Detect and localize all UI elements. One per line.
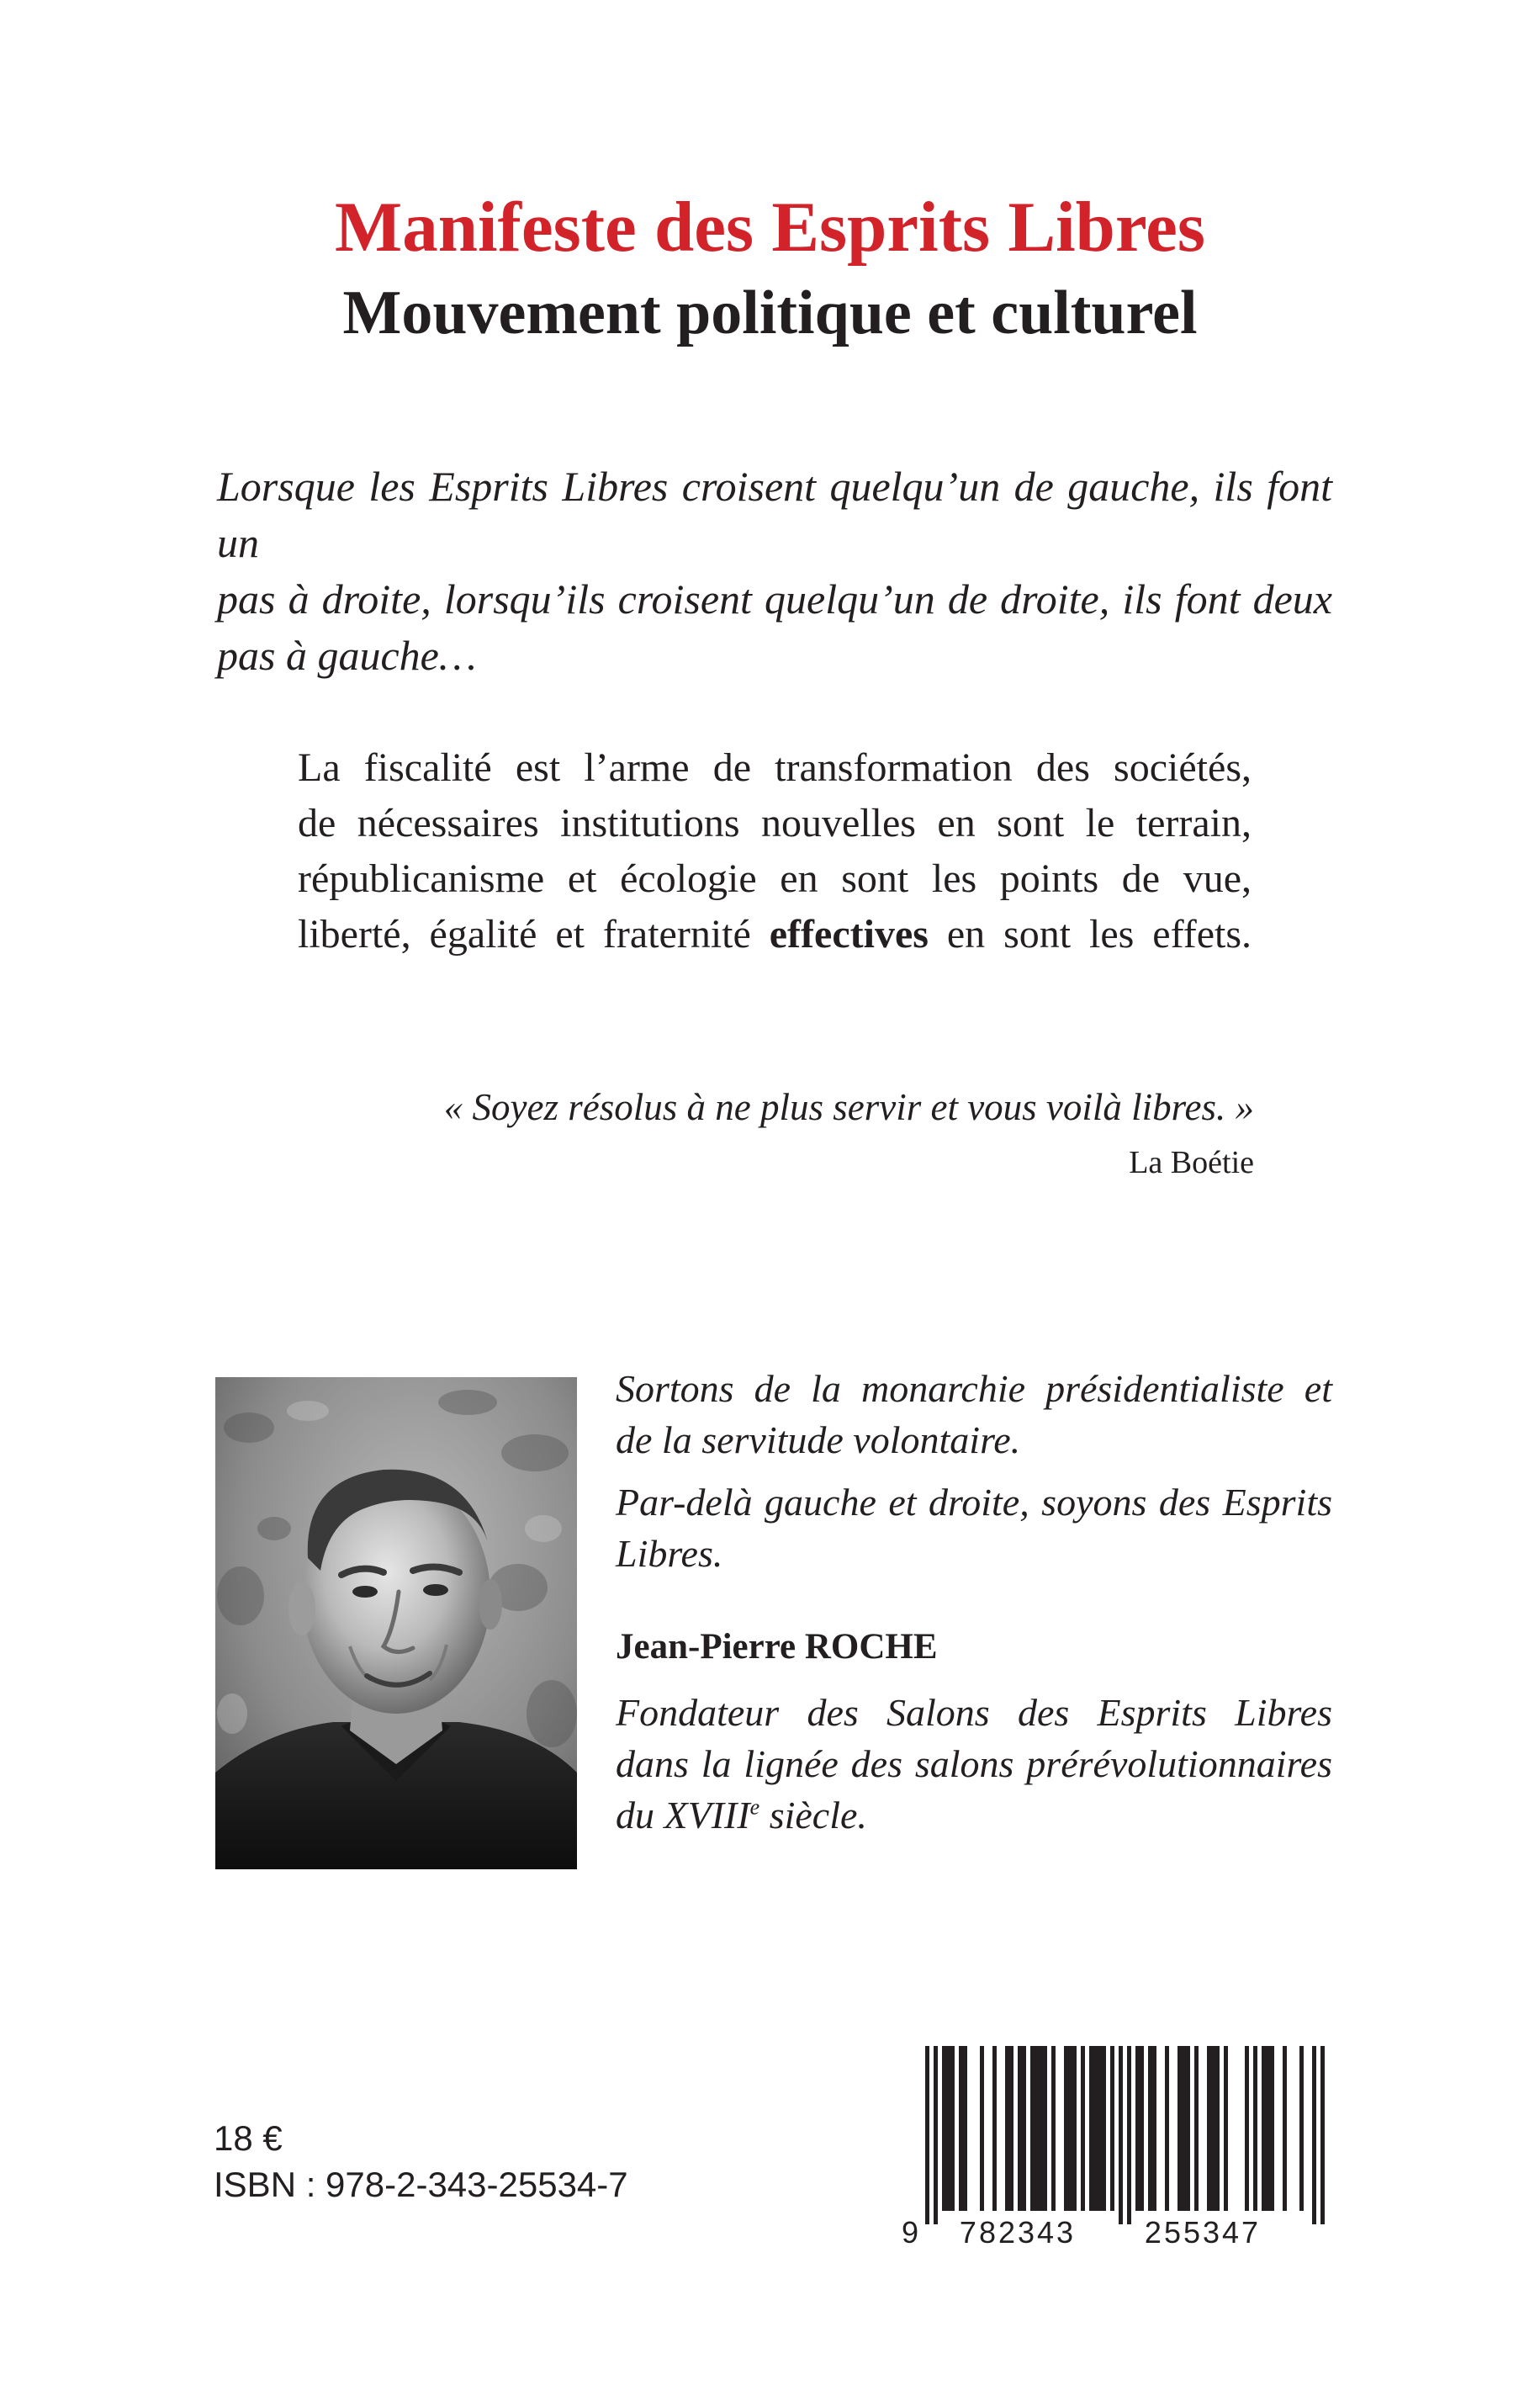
barcode-bar — [1035, 2046, 1039, 2211]
barcode-digits-left: 782343 — [959, 2215, 1077, 2250]
book-title: Manifeste des Esprits Libres — [335, 188, 1205, 267]
manifesto-text: liberté, égalité et fraternité — [298, 912, 751, 957]
barcode-bar — [1102, 2046, 1106, 2211]
barcode-bar — [1270, 2046, 1274, 2211]
barcode-guard-bar — [1127, 2046, 1131, 2224]
barcode-bar — [1262, 2046, 1266, 2211]
author-portrait-image — [215, 1377, 577, 1869]
barcode-bar — [1194, 2046, 1199, 2211]
barcode-bar — [1283, 2046, 1287, 2211]
barcode-bar — [1207, 2046, 1211, 2211]
barcode-bar — [1165, 2046, 1169, 2211]
barcode-guard-bar — [1320, 2046, 1325, 2224]
barcode-bar — [1093, 2046, 1098, 2211]
barcode-guard-bar — [1119, 2046, 1123, 2224]
century-superscript: e — [749, 1794, 760, 1820]
manifesto-text: en sont les effets. — [946, 912, 1252, 957]
call-paragraph-2 — [616, 1476, 1332, 1579]
manifesto-paragraph — [298, 740, 1252, 962]
author-desc-line: Fondateur des Salons des Esprits Libres — [616, 1691, 1332, 1734]
barcode-image — [892, 2043, 1342, 2253]
barcode-bar — [1081, 2046, 1085, 2211]
barcode-bar — [959, 2046, 963, 2211]
barcode-bar — [1110, 2046, 1114, 2211]
call-line: Libres. — [616, 1532, 723, 1575]
epigraph-line: pas à gauche… — [217, 632, 477, 679]
manifesto-line: de nécessaires institutions nouvelles en sont le terrain, — [298, 801, 1252, 845]
barcode-bar — [946, 2046, 950, 2211]
quote-text: « Soyez résolus à ne plus servir et vous voilà libres. » — [443, 1086, 1254, 1128]
call-to-action — [616, 1363, 1332, 1590]
barcode-bar — [1018, 2046, 1022, 2211]
manifesto-line-4 — [298, 907, 1252, 962]
barcode-bar — [1009, 2046, 1013, 2211]
barcode-bar — [980, 2046, 984, 2211]
call-line: de la servitude volontaire. — [616, 1418, 1021, 1461]
quote-author: La Boétie — [1129, 1145, 1254, 1180]
barcode-digit-first: 9 — [902, 2215, 919, 2250]
barcode-bar — [1022, 2046, 1026, 2211]
book-subtitle: Mouvement politique et culturel — [342, 278, 1198, 347]
barcode-bar — [1215, 2046, 1220, 2211]
barcode-bar — [1224, 2046, 1228, 2211]
barcode-bar — [1186, 2046, 1190, 2211]
barcode-bar — [1098, 2046, 1102, 2211]
author-desc-line-3 — [616, 1789, 1332, 1841]
author-desc-text: siècle. — [759, 1794, 867, 1836]
author-desc-line: dans la lignée des salons prérévolutionnaires — [616, 1742, 1332, 1785]
barcode-bar — [1068, 2046, 1072, 2211]
barcode-bar — [1043, 2046, 1047, 2211]
barcode-bar — [1152, 2046, 1156, 2211]
barcode-guard-bar — [1312, 2046, 1316, 2224]
barcode-bar — [1051, 2046, 1056, 2211]
barcode-digits-right: 255347 — [1144, 2215, 1262, 2250]
epigraph-line: Lorsque les Esprits Libres croisent quelqu’un de gauche, ils font un — [217, 463, 1332, 566]
barcode-bar — [1253, 2046, 1257, 2211]
barcode-guard-bar — [925, 2046, 929, 2224]
barcode-bar — [950, 2046, 955, 2211]
barcode-bar — [1005, 2046, 1009, 2211]
author-desc-text: du XVIII — [616, 1794, 750, 1836]
barcode-bar — [1039, 2046, 1043, 2211]
author-photo — [215, 1377, 577, 1869]
barcode-bar — [1089, 2046, 1093, 2211]
epigraph-paragraph — [217, 458, 1332, 684]
isbn: ISBN : 978-2-343-25534-7 — [214, 2165, 628, 2204]
author-name: Jean-Pierre ROCHE — [616, 1627, 938, 1667]
barcode-guard-bar — [934, 2046, 938, 2224]
barcode-bar — [1266, 2046, 1270, 2211]
barcode-bar — [1135, 2046, 1140, 2211]
author-description — [616, 1687, 1332, 1841]
barcode-bar — [1030, 2046, 1035, 2211]
barcode-bar — [1211, 2046, 1215, 2211]
call-line: Sortons de la monarchie présidentialiste et — [616, 1367, 1332, 1410]
barcode-bar — [1245, 2046, 1249, 2211]
isbn-barcode — [892, 2043, 1342, 2253]
barcode-bar — [1140, 2046, 1144, 2211]
barcode-bar — [1148, 2046, 1152, 2211]
barcode-bar — [1182, 2046, 1186, 2211]
call-paragraph-1 — [616, 1363, 1332, 1465]
price: 18 € — [214, 2118, 283, 2158]
barcode-bar — [1064, 2046, 1068, 2211]
call-line: Par-delà gauche et droite, soyons des Esprits — [616, 1481, 1332, 1524]
barcode-bar — [963, 2046, 967, 2211]
manifesto-line: républicanisme et écologie en sont les points de vue, — [298, 856, 1252, 901]
barcode-bar — [1299, 2046, 1304, 2211]
barcode-bar — [1177, 2046, 1182, 2211]
barcode-bar — [942, 2046, 946, 2211]
epigraph-line: pas à droite, lorsqu’ils croisent quelqu’un de droite, ils font deux — [217, 575, 1332, 623]
manifesto-line: La fiscalité est l’arme de transformation des sociétés, — [298, 745, 1252, 790]
barcode-bar — [1072, 2046, 1077, 2211]
manifesto-emphasis: effectives — [769, 912, 929, 957]
barcode-bar — [992, 2046, 997, 2211]
